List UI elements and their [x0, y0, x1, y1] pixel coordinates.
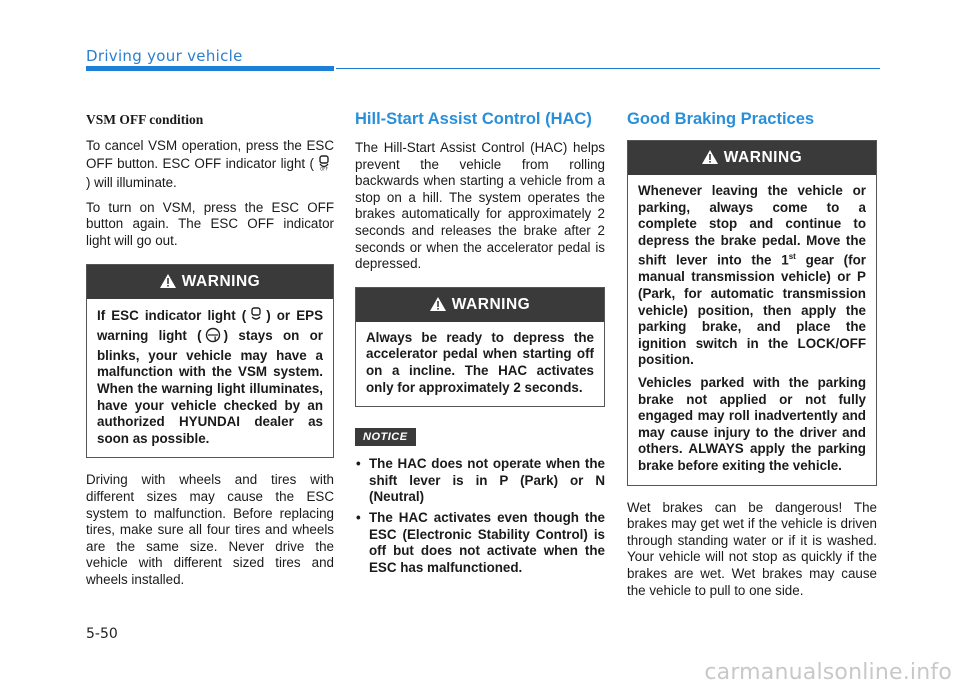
warning-body	[87, 299, 333, 458]
list-item: • The HAC does not operate when the shift lever is in P (Park) or N (Neutral)	[356, 456, 605, 505]
column-middle	[355, 108, 605, 580]
column-left	[86, 108, 334, 596]
eps-warning-icon	[205, 327, 221, 348]
esc-indicator-icon	[249, 307, 263, 328]
vsm-turn-on-paragraph: To turn on VSM, press the ESC OFF button again. The ESC OFF indicator light will go out.	[86, 199, 334, 248]
warning-body	[628, 175, 876, 485]
braking-title: Good Braking Practices	[627, 110, 815, 128]
braking-warning-text-a: Whenever leaving the vehicle or parking, always come to a complete stop and continue to depress the brake pedal. Move the shift lever into the 1	[638, 183, 866, 268]
braking-warning-text-2: Vehicles parked with the parking brake not applied or not fully engaged may roll inadvertently and may cause injury to the driver and others. ALWAYS apply the parking brake before exiting the vehicle.	[638, 375, 866, 473]
list-item: • The HAC activates even though the ESC (Electronic Stability Control) is off but does not activate when the ESC has malfunctioned.	[356, 509, 605, 575]
hac-warning-text: Always be ready to depress the accelerator pedal when starting off on a incline. The HAC activates only for approximately 2 seconds.	[366, 329, 594, 395]
warning-header	[356, 288, 604, 322]
wet-brakes-paragraph: Wet brakes can be dangerous! The brakes may get wet if the vehicle is driven through standing water or if it is washed. Your vehicle will not stop as quickly if the brakes are wet. Wet brakes may cause the vehicle to pull to one side.	[627, 499, 877, 598]
svg-text:OFF: OFF	[320, 166, 328, 171]
warning-text-a: If ESC indicator light (	[97, 307, 247, 323]
hac-title: Hill-Start Assist Control (HAC)	[355, 110, 592, 128]
vsm-cancel-paragraph	[86, 138, 334, 192]
watermark: carmanualsonline.info	[704, 660, 952, 685]
esc-off-indicator-icon	[317, 155, 331, 176]
list-item-text: The HAC activates even though the ESC (Electronic Stability Control) is off but does not activate when the ESC has malfunctioned.	[369, 509, 605, 575]
warning-box-braking	[627, 140, 877, 486]
warning-box-esc	[86, 264, 334, 459]
tire-size-paragraph: Driving with wheels and tires with different sizes may cause the ESC system to malfunction. Before replacing tires, make sure all four tires and wheels are the same size. Never drive the vehicle with different sized tires and wheels installed.	[86, 472, 334, 587]
header-accent-bar	[86, 66, 334, 71]
warning-label: WARNING	[181, 272, 261, 290]
vsm-cancel-text: To cancel VSM operation, press the ESC OFF button. ESC OFF indicator light (	[86, 138, 334, 171]
warning-header	[87, 265, 333, 299]
warning-box-hac	[355, 287, 605, 407]
vsm-off-heading: VSM OFF condition	[86, 112, 204, 127]
warning-body	[356, 322, 604, 406]
list-item-text: The HAC does not operate when the shift lever is in P (Park) or N (Neutral)	[369, 456, 605, 505]
notice-badge: NOTICE	[355, 428, 416, 446]
warning-triangle-icon	[430, 290, 446, 324]
header-rule	[336, 68, 880, 69]
column-right	[627, 108, 877, 607]
warning-label: WARNING	[451, 295, 531, 313]
warning-triangle-icon	[160, 267, 176, 301]
ordinal-suffix: st	[788, 252, 796, 262]
vsm-cancel-text-end: ) will illuminate.	[86, 175, 177, 191]
warning-header	[628, 141, 876, 175]
warning-text-b: ) or EPS warning light (	[97, 307, 324, 344]
braking-warning-text-b: gear (for manual transmission vehicle) or P (Park, for automatic transmission vehicle) position, then apply the parking brake, and place the ignition switch in the LOCK/OFF position.	[638, 252, 866, 368]
hac-notice-list	[355, 456, 605, 576]
warning-label: WARNING	[723, 149, 803, 166]
section-title: Driving your vehicle	[86, 47, 243, 65]
page-number: 5-50	[86, 626, 118, 642]
warning-triangle-icon	[702, 143, 718, 177]
warning-text-c: ) stays on or blinks, your vehicle may have a malfunction with the VSM system. When the warning light illuminates, have your vehicle checked by an authorized HYUNDAI dealer as soon as possible.	[97, 328, 323, 446]
hac-paragraph: The Hill-Start Assist Control (HAC) helps prevent the vehicle from rolling backwards when starting a vehicle from a stop on a hill. The system operates the brakes automatically for approximately 2 seconds and releases the brake after 2 seconds or when the accelerator pedal is depressed.	[355, 140, 605, 272]
